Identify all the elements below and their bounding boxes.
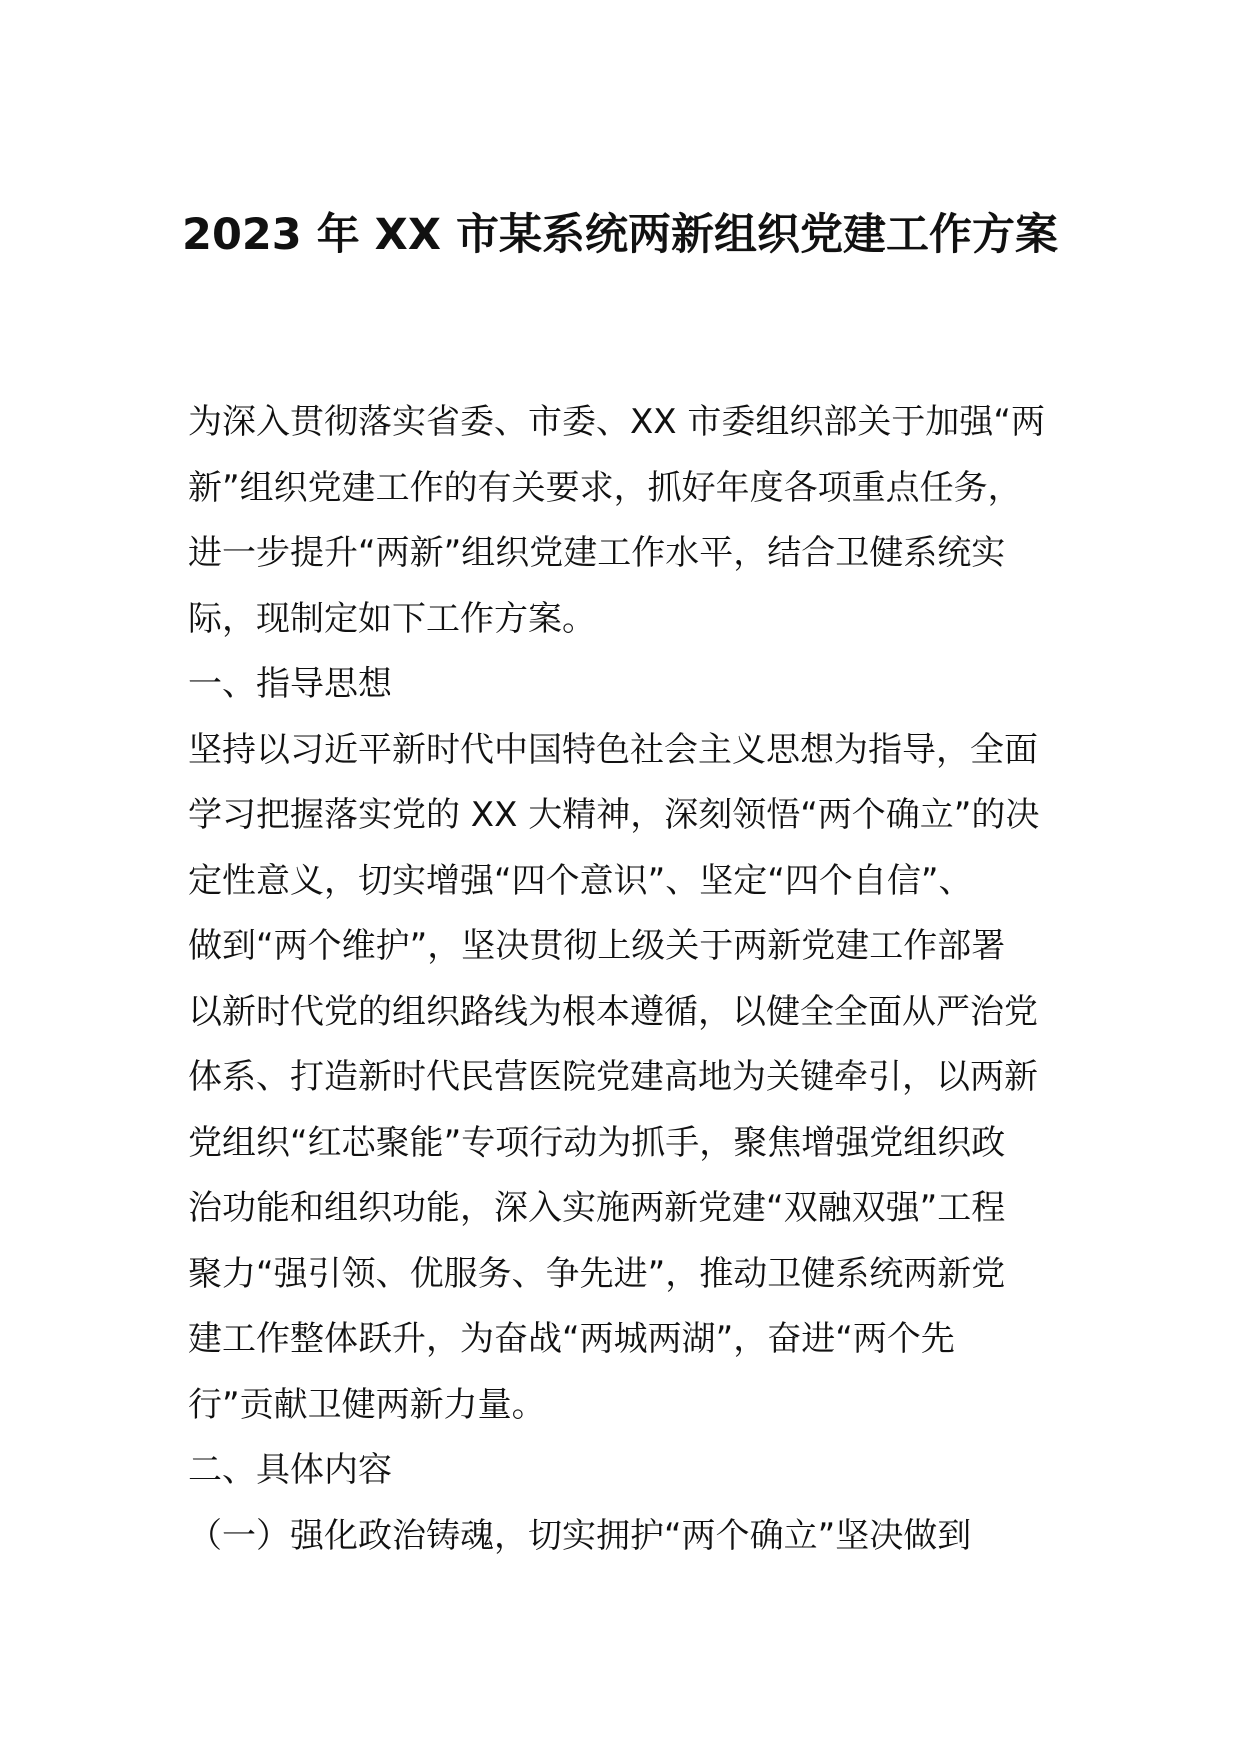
paragraph-line: 进一步提升“两新”组织党建工作水平，结合卫健系统实	[188, 533, 1006, 573]
document-body	[188, 390, 1068, 1569]
paragraph-line: 新”组织党建工作的有关要求，抓好年度各项重点任务，	[188, 467, 1022, 508]
paragraph-line: 体系、打造新时代民营医院党建高地为关键牵引，以两新	[188, 1057, 1038, 1097]
paragraph-line: 建工作整体跃升，为奋战“两城两湖”，奋进“两个先	[188, 1319, 955, 1359]
paragraph-line: 党组织“红芯聚能”专项行动为抓手，聚焦增强党组织政	[188, 1122, 1006, 1163]
paragraph-line: 以新时代党的组织路线为根本遵循，以健全全面从严治党	[188, 991, 1038, 1032]
paragraph-line: 学习把握落实党的 XX 大精神，深刻领悟“两个确立”的决	[188, 795, 1040, 835]
paragraph-line: 治功能和组织功能，深入实施两新党建“双融双强”工程	[188, 1188, 1006, 1228]
paragraph-line: 际，现制定如下工作方案。	[188, 598, 596, 639]
paragraph-line: 定性意义，切实增强“四个意识”、坚定“四个自信”、	[188, 860, 973, 901]
subsection-heading: （一）强化政治铸魂，切实拥护“两个确立”坚决做到	[188, 1515, 972, 1556]
section-heading-specific-content: 二、具体内容	[188, 1450, 392, 1490]
document-title: 2023 年 XX 市某系统两新组织党建工作方案	[182, 210, 1058, 260]
paragraph-line: 坚持以习近平新时代中国特色社会主义思想为指导，全面	[188, 729, 1038, 770]
section-heading-guiding-ideology: 一、指导思想	[188, 664, 392, 704]
paragraph-line: 行”贡献卫健两新力量。	[188, 1384, 546, 1425]
paragraph-line: 聚力“强引领、优服务、争先进”，推动卫健系统两新党	[188, 1253, 1006, 1294]
paragraph-line: 为深入贯彻落实省委、市委、XX 市委组织部关于加强“两	[188, 402, 1046, 442]
paragraph-line: 做到“两个维护”，坚决贯彻上级关于两新党建工作部署	[188, 926, 1006, 966]
